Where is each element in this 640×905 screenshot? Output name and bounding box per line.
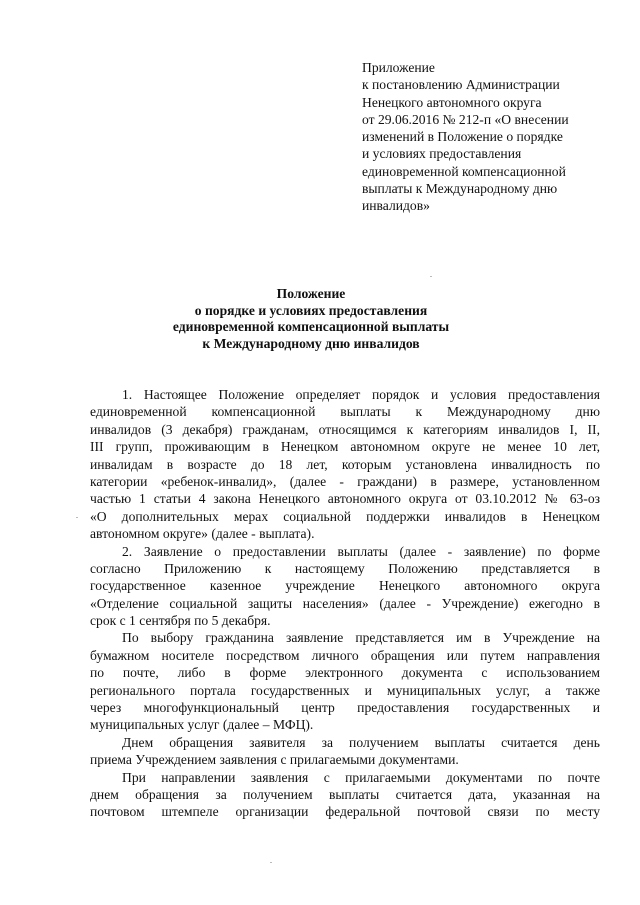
paragraph-2 <box>90 543 600 630</box>
title-line: единовременной компенсационной выплаты <box>172 319 450 334</box>
paragraph-5 <box>90 769 600 821</box>
scan-speck <box>76 517 78 518</box>
appendix-line: инвалидов» <box>362 198 430 214</box>
document-body <box>90 386 600 821</box>
scan-speck <box>270 862 272 863</box>
paragraph-3 <box>90 629 600 733</box>
text-line: муниципальных услуг (далее – МФЦ). <box>90 717 314 733</box>
appendix-line: выплаты к Международному дню <box>362 181 558 197</box>
text-line: 1. Настоящее Положение определяет порядок и условия предоставления <box>122 387 600 402</box>
appendix-header <box>362 59 612 215</box>
text-line: 2. Заявление о предоставлении выплаты (далее - заявление) по форме <box>122 543 600 559</box>
scan-speck <box>430 276 432 277</box>
text-line: срок с 1 сентября по 5 декабря. <box>90 613 271 629</box>
text-line: частью 1 статьи 4 закона Ненецкого автономного округа от 03.10.2012 № 63-оз <box>90 491 600 507</box>
text-line: инвалидов (3 декабря) гражданам, относящимся к категориям инвалидов I, II, <box>90 421 600 437</box>
title-line: Положение <box>276 286 346 301</box>
text-line: через многофункциональный центр предоставления государственных и <box>90 700 600 716</box>
text-line: «О дополнительных мерах социальной поддержки инвалидов в Ненецком <box>90 508 600 524</box>
paragraph-4 <box>90 734 600 769</box>
paragraph-1 <box>90 386 600 543</box>
text-line: При направлении заявления с прилагаемыми документами по почте <box>122 769 600 785</box>
text-line: По выбору гражданина заявление представляется им в Учреждение на <box>122 630 600 646</box>
title-line: к Международному дню инвалидов <box>202 335 420 351</box>
text-line: днем обращения за получением выплаты считается дата, указанная на <box>90 786 600 802</box>
text-line: единовременной компенсационной выплаты к Международному дню <box>90 404 600 420</box>
appendix-line: единовременной компенсационной <box>362 163 566 179</box>
text-line: категории «ребенок-инвалид», (далее - граждани) в размере, установленном <box>90 473 600 489</box>
text-line: регионального портала государственных и муниципальных услуг, а также <box>90 682 600 698</box>
title-line: о порядке и условиях предоставления <box>194 302 428 318</box>
text-line: III групп, проживающим в Ненецком автономном округе не менее 10 лет, <box>90 439 600 455</box>
text-line: государственное казенное учреждение Ненецкого автономного округа <box>90 578 600 594</box>
text-line: согласно Приложению к настоящему Положению представляется в <box>90 560 600 576</box>
appendix-line: Приложение <box>362 60 435 75</box>
text-line: инвалидам в возрасте до 18 лет, которым установлена инвалидность по <box>90 456 600 472</box>
text-line: «Отделение социальной защиты населения» (далее - Учреждение) ежегодно в <box>90 595 600 611</box>
appendix-line: от 29.06.2016 № 212-п «О внесении <box>362 111 569 127</box>
text-line: Днем обращения заявителя за получением выплаты считается день <box>122 734 600 750</box>
appendix-line: к постановлению Администрации <box>362 77 560 93</box>
appendix-line: изменений в Положение о порядке <box>362 129 563 145</box>
text-line: по почте, либо в форме электронного документа с использованием <box>90 665 600 681</box>
document-title <box>90 286 532 352</box>
text-line: почтовом штемпеле организации федеральной почтовой связи по месту <box>90 804 600 820</box>
text-line: автономном округе» (далее - выплата). <box>90 526 315 542</box>
appendix-line: Ненецкого автономного округа <box>362 94 542 110</box>
text-line: приема Учреждением заявления с прилагаемыми документами. <box>90 752 459 768</box>
text-line: бумажном носителе посредством личного обращения или путем направления <box>90 647 600 663</box>
appendix-line: и условиях предоставления <box>362 146 522 162</box>
